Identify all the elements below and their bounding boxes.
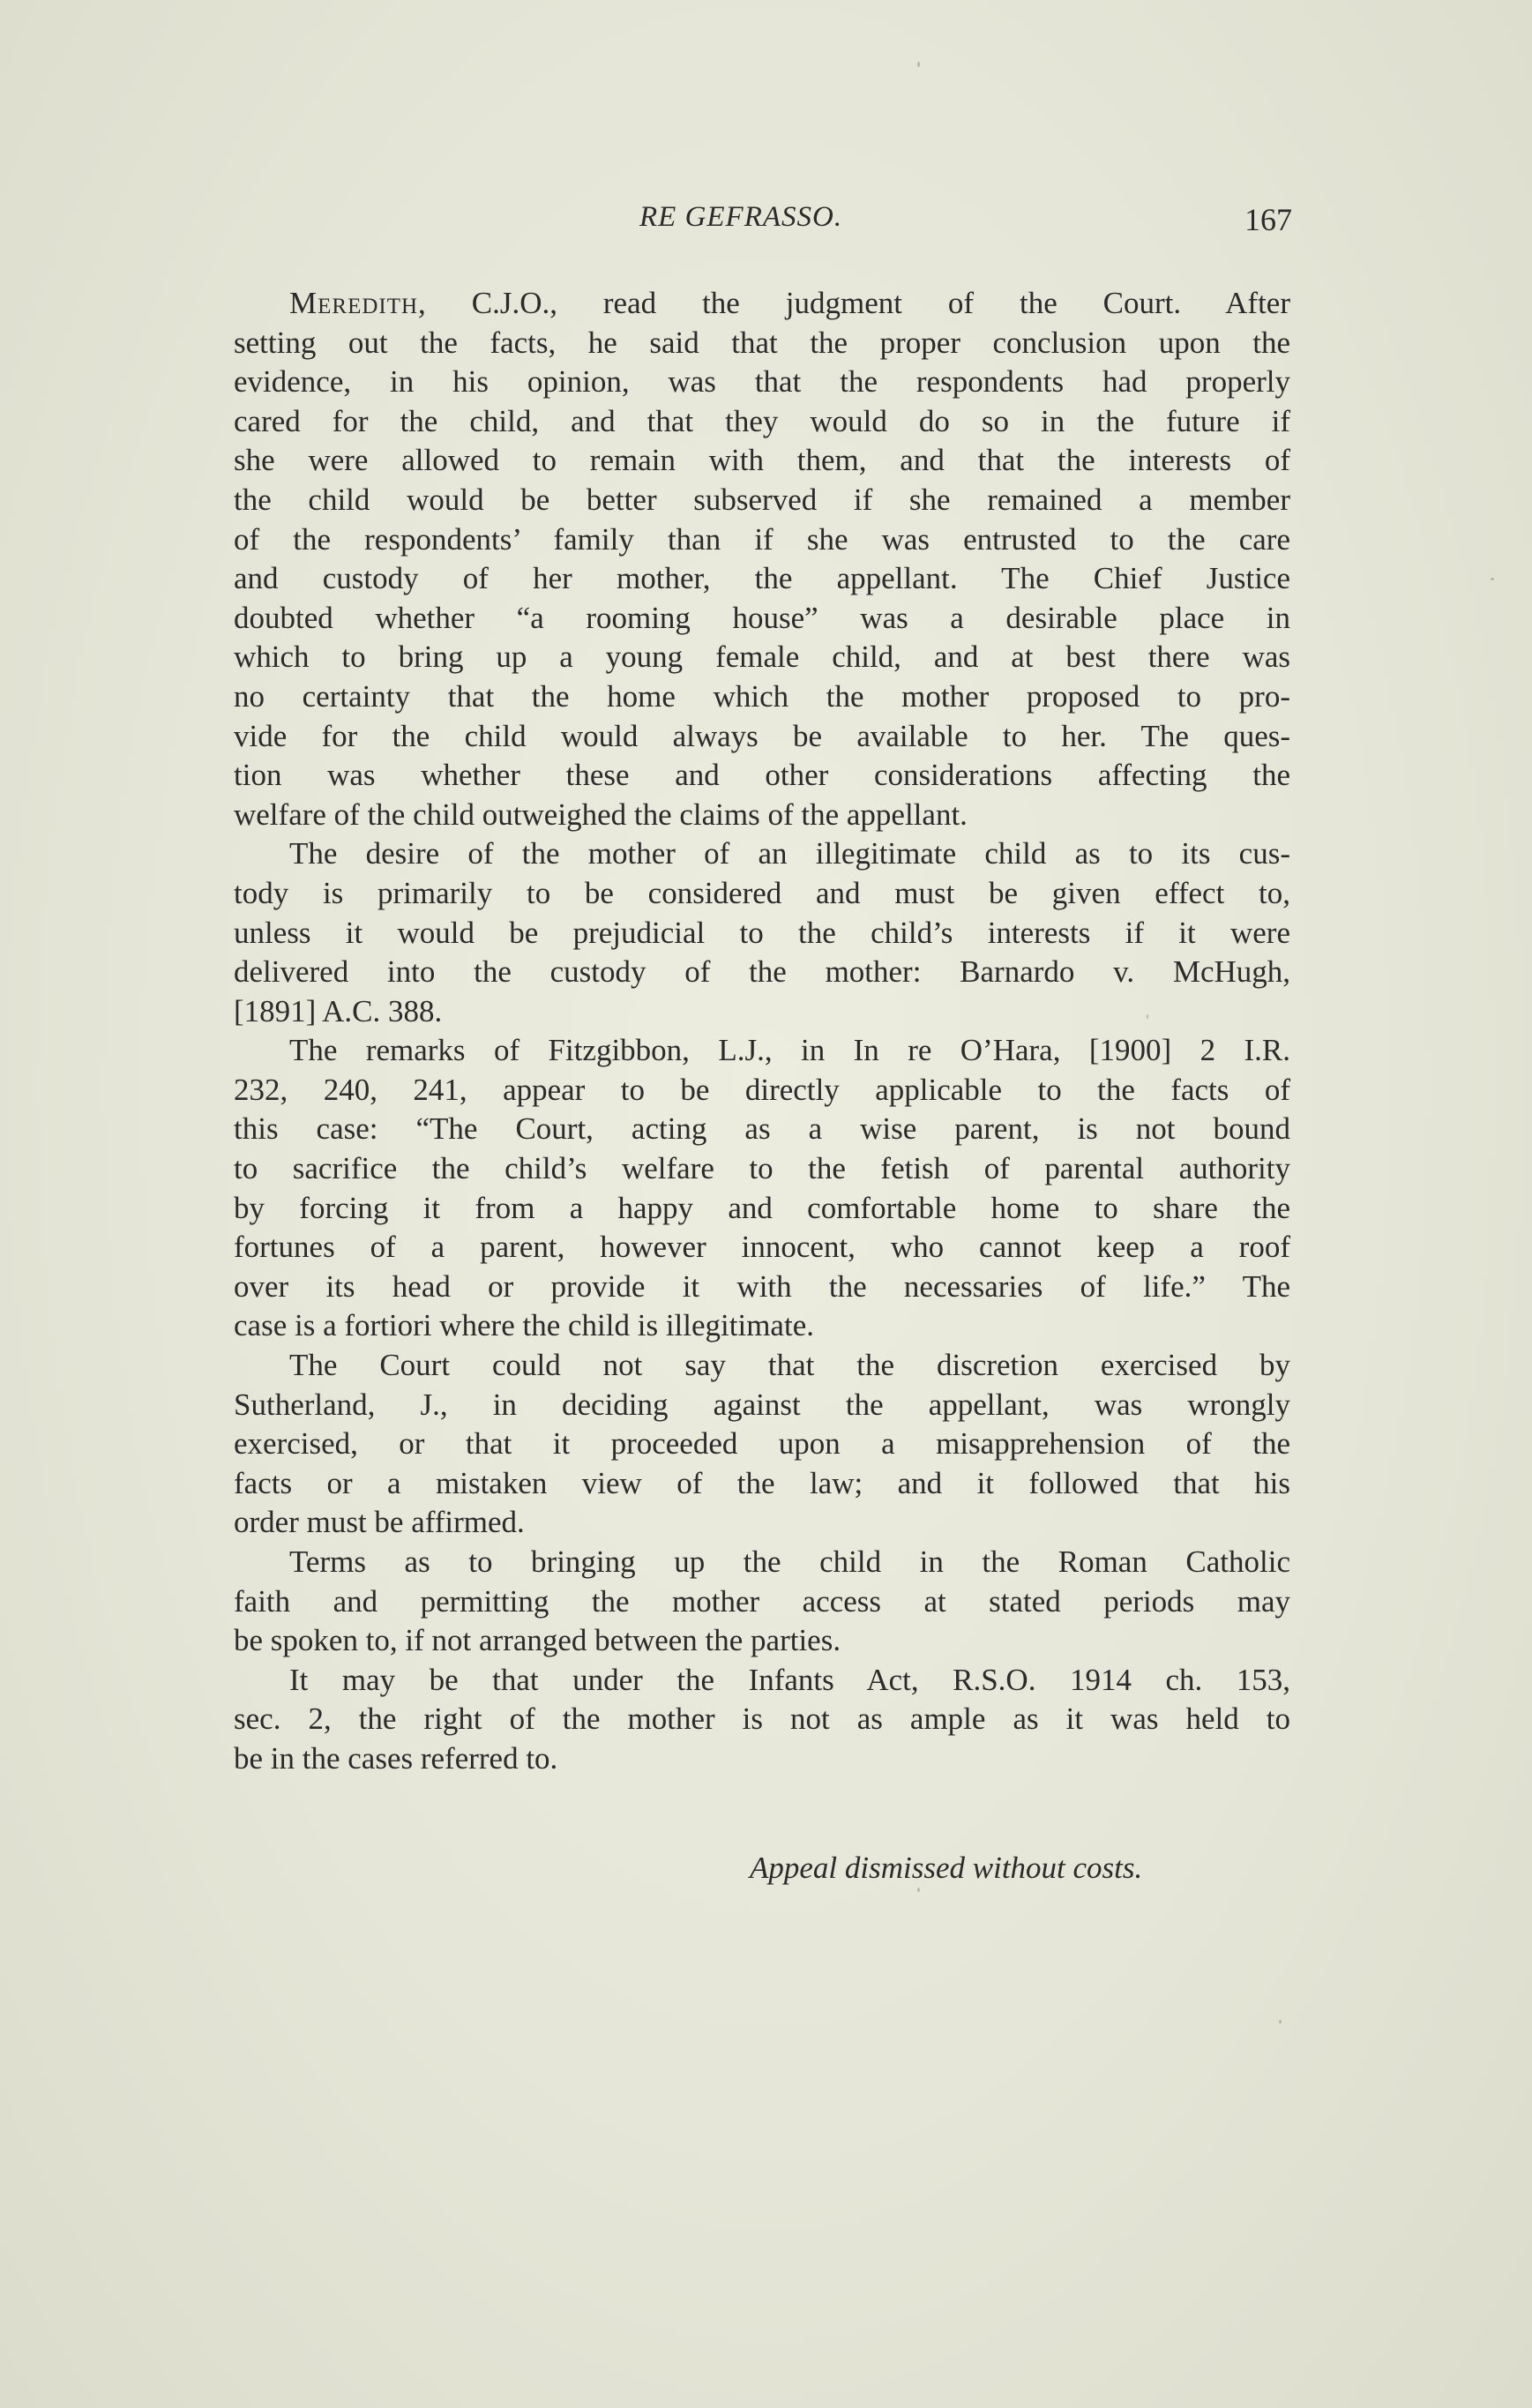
text-line: evidence, in his opinion, was that the respondents had properly (234, 364, 1290, 400)
text-line: exercised, or that it proceeded upon a misapprehension of the (234, 1426, 1290, 1462)
text-line: be spoken to, if not arranged between the parties. (234, 1623, 841, 1658)
paper-speck (917, 62, 920, 67)
text-line: to sacrifice the child’s welfare to the fetish of parental authority (234, 1151, 1290, 1186)
text-line: of the respondents’ family than if she was entrusted to the care (234, 521, 1290, 557)
text-line: welfare of the child outweighed the claims of the appellant. (234, 796, 968, 832)
text-line: no certainty that the home which the mother proposed to pro- (234, 678, 1290, 714)
text-line: doubted whether “a rooming house” was a desirable place in (234, 600, 1290, 635)
running-head (234, 201, 1292, 245)
text-line: cared for the child, and that they would do so in the future if (234, 403, 1290, 438)
text-line: faith and permitting the mother access at stated periods may (234, 1583, 1290, 1619)
text-line: The Court could not say that the discretion exercised by (289, 1348, 1290, 1383)
judgment-text (234, 284, 1290, 1779)
text-line: by forcing it from a happy and comfortable home to share the (234, 1190, 1290, 1225)
text-line: which to bring up a young female child, and at best there was (234, 639, 1290, 675)
text-line: be in the cases referred to. (234, 1740, 558, 1776)
text-line: unless it would be prejudicial to the child’s interests if it were (234, 915, 1290, 950)
paper-speck (1147, 1014, 1148, 1019)
text-line (234, 284, 1290, 324)
text-line: vide for the child would always be available to her. The ques- (234, 718, 1290, 753)
text-line: she were allowed to remain with them, and that the interests of (234, 443, 1290, 478)
paper-speck (1491, 578, 1494, 580)
text-line: the child would be better subserved if she remained a member (234, 482, 1290, 517)
page-number: 167 (1244, 202, 1292, 237)
paper-speck (1279, 2020, 1282, 2023)
text-line: this case: “The Court, acting as a wise parent, is not bound (234, 1111, 1290, 1147)
text-line: tody is primarily to be considered and must be given effect to, (234, 875, 1290, 910)
text-line: Sutherland, J., in deciding against the appellant, was wrongly (234, 1387, 1290, 1422)
text-line-content: , C.J.O., read the judgment of the Court. After (418, 286, 1290, 320)
text-line: facts or a mistaken view of the law; and it followed that his (234, 1465, 1290, 1500)
text-line: delivered into the custody of the mother: Barnardo v. McHugh, (234, 954, 1290, 990)
text-line: The remarks of Fitzgibbon, L.J., in In re O’Hara, [1900] 2 I.R. (289, 1033, 1290, 1068)
text-line: 232, 240, 241, appear to be directly applicable to the facts of (234, 1072, 1290, 1107)
running-title: RE GEFRASSO. (639, 201, 843, 233)
text-line: case is a fortiori where the child is illegitimate. (234, 1308, 814, 1343)
paper-speck (917, 1888, 920, 1892)
disposition-line: Appeal dismissed without costs. (750, 1851, 1143, 1885)
text-line: over its head or provide it with the necessaries of life.” The (234, 1268, 1290, 1304)
text-line: order must be affirmed. (234, 1505, 525, 1540)
text-line: Terms as to bringing up the child in the Roman Catholic (289, 1544, 1290, 1579)
text-line: [1891] A.C. 388. (234, 993, 443, 1028)
judge-name: Meredith (289, 286, 419, 320)
text-line: and custody of her mother, the appellant. The Chief Justice (234, 561, 1290, 596)
text-line: It may be that under the Infants Act, R.S.O. 1914 ch. 153, (289, 1662, 1290, 1697)
text-line: setting out the facts, he said that the proper conclusion upon the (234, 325, 1290, 360)
text-line: sec. 2, the right of the mother is not as ample as it was held to (234, 1701, 1290, 1737)
text-line: tion was whether these and other considerations affecting the (234, 758, 1290, 793)
text-line: The desire of the mother of an illegitimate child as to its cus- (289, 836, 1290, 871)
text-line: fortunes of a parent, however innocent, who cannot keep a roof (234, 1230, 1290, 1265)
